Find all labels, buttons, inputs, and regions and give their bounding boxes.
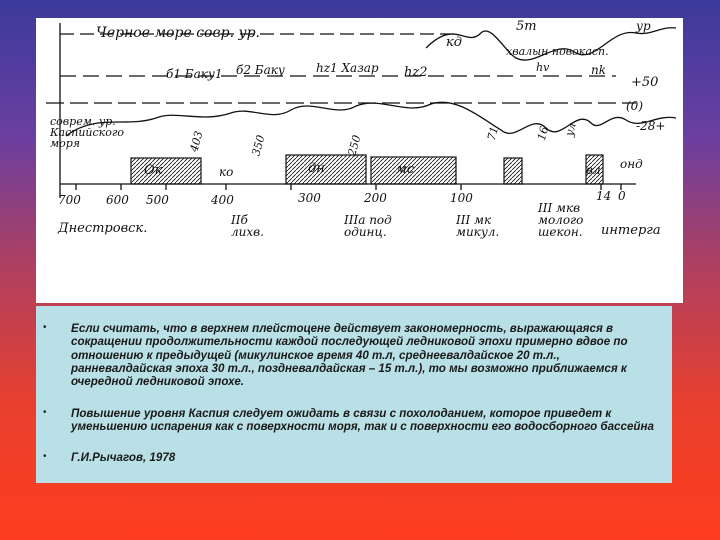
bullet-text: Повышение уровня Каспия следует ожидать в связи с похолоданием, которое приведет к уменьшению испарения как с поверхности моря, так и с поверхности его водосборного бассейна bbox=[71, 407, 654, 434]
sketch-label-sovrem: соврем. ур. Каспийского моря bbox=[50, 115, 125, 150]
sketch-bar-mc-label: мс bbox=[396, 162, 415, 177]
vert-label-16: 16 bbox=[534, 125, 552, 142]
sketch-label-nk: nk bbox=[591, 63, 606, 77]
tick-label-100: 100 bbox=[450, 191, 473, 205]
sketch-label-upper-right: ур bbox=[636, 19, 651, 33]
bullet-text: Если считать, что в верхнем плейстоцене действует закономерность, выражающаяся в сокращении продолжительности каждой последующей ледниковой эпохи примерно вдвое по отношению к предыдущей (микулинское время 40 т.л, среднеевалдайское 20 т.л., ранневалдайская эпоха 30 т.л., поздневалдайская – 15 т.л.), то мы возможно приближаемся к очередной ледниковой эпохе. bbox=[71, 322, 628, 389]
sketch-bar-dn-label: дн bbox=[308, 161, 325, 176]
tick-label-300: 300 bbox=[298, 191, 321, 205]
sketch-label-51: 5т bbox=[516, 19, 537, 34]
sketch-bar-vl-label: вл bbox=[586, 163, 601, 177]
sketch-bar-ong-label: онд bbox=[620, 157, 643, 171]
sketch-label-odin: IIIa под одинц. bbox=[344, 213, 392, 239]
tick-label-200: 200 bbox=[364, 191, 387, 205]
sketch-label-b2: б2 Баку bbox=[236, 63, 285, 77]
glacial-bar-mk bbox=[504, 158, 522, 184]
bullet-dot-icon: • bbox=[43, 451, 47, 462]
tick-label-600: 600 bbox=[106, 193, 129, 207]
sketch-label-plus50: +50 bbox=[631, 75, 659, 90]
sketch-label-mikul: III мк микул. bbox=[456, 213, 500, 239]
vert-label-ul: ул bbox=[562, 121, 579, 138]
handwritten-sketch-panel bbox=[36, 18, 683, 303]
sketch-label-molog: III мкв молого шекон. bbox=[538, 201, 584, 239]
bullet-text: Г.И.Рычагов, 1978 bbox=[71, 451, 176, 464]
bullet-dot-icon: • bbox=[43, 322, 47, 333]
sketch-bar-ok-right-label: ко bbox=[219, 165, 234, 179]
vert-label-350: 350 bbox=[249, 133, 268, 158]
text-panel bbox=[36, 306, 672, 483]
tick-label-700: 700 bbox=[58, 193, 81, 207]
sketch-label-interg: интерга bbox=[601, 223, 661, 238]
vert-label-250: 250 bbox=[345, 133, 364, 158]
tick-label-500: 500 bbox=[146, 193, 169, 207]
glacial-bar-dn bbox=[286, 155, 366, 184]
sketch-header-title: Черное море совр. ур. bbox=[96, 25, 261, 41]
sketch-label-b1: б1 Баку1 bbox=[166, 67, 223, 81]
sketch-label-minus28: -28+ bbox=[636, 119, 666, 133]
bullet-dot-icon: • bbox=[43, 407, 47, 418]
sketch-label-kg: кд bbox=[446, 35, 463, 50]
sketch-label-likhv: IIб лихв. bbox=[231, 213, 264, 239]
sketch-label-dnestr: Днестровск. bbox=[58, 221, 148, 236]
tick-label-14: 14 bbox=[596, 189, 612, 203]
vert-label-403: 403 bbox=[187, 129, 206, 154]
glacial-bar-ok bbox=[131, 158, 201, 184]
sketch-label-hv-line1: хвалын новокасп. bbox=[506, 45, 609, 58]
tick-label-400: 400 bbox=[211, 193, 234, 207]
sketch-label-zero-paren: (0) bbox=[626, 99, 643, 113]
vert-label-71: 71 bbox=[484, 125, 502, 142]
sketch-label-hv-line2: hv bbox=[536, 61, 550, 74]
tick-label-0: 0 bbox=[618, 189, 626, 203]
sketch-label-hz2: hz2 bbox=[404, 65, 428, 80]
sketch-bar-ok-label: Ок bbox=[144, 163, 163, 178]
sketch-label-hz1: hz1 Хазар bbox=[316, 61, 379, 75]
